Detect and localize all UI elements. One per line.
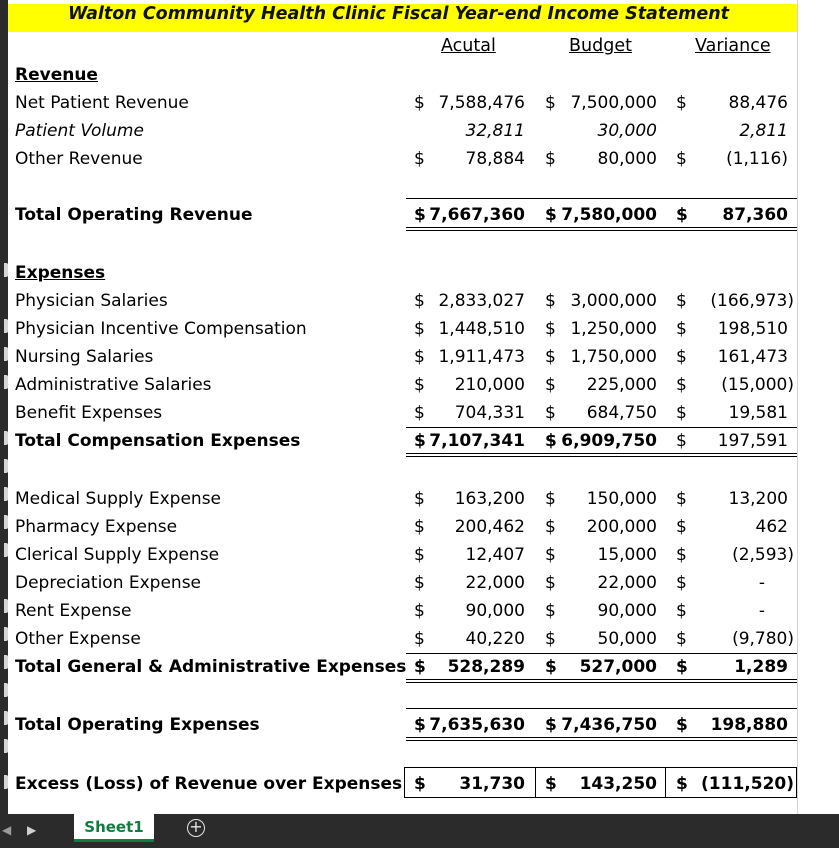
variance-value: (15,000)	[721, 375, 794, 395]
dollar-sign: $	[676, 774, 688, 794]
table-row-total[interactable]	[0, 202, 797, 230]
dollar-sign: $	[676, 93, 687, 113]
table-row-total[interactable]	[0, 428, 797, 456]
table-row[interactable]	[0, 118, 797, 146]
row-label: Pharmacy Expense	[15, 517, 178, 537]
dollar-sign: $	[545, 774, 557, 794]
budget-value: 225,000	[586, 375, 657, 395]
row-label: Patient Volume	[15, 121, 144, 141]
dollar-sign: $	[414, 149, 425, 169]
variance-value: 197,591	[717, 431, 788, 451]
variance-value: -	[758, 601, 765, 621]
row-label: Net Patient Revenue	[15, 93, 189, 113]
dollar-sign: $	[545, 205, 557, 225]
actual-value: 528,289	[447, 657, 525, 677]
budget-value: 143,250	[579, 774, 657, 794]
dollar-sign: $	[414, 375, 425, 395]
dollar-sign: $	[414, 545, 425, 565]
actual-value: 7,635,630	[429, 715, 525, 735]
actual-value: 1,911,473	[438, 347, 525, 367]
dollar-sign: $	[414, 489, 425, 509]
budget-value: 150,000	[586, 489, 657, 509]
budget-value: 1,750,000	[570, 347, 657, 367]
actual-value: 7,588,476	[438, 93, 525, 113]
dollar-sign: $	[676, 489, 687, 509]
table-row[interactable]	[0, 542, 797, 570]
dollar-sign: $	[676, 403, 687, 423]
dollar-sign: $	[545, 291, 556, 311]
double-underline	[406, 456, 797, 457]
dollar-sign: $	[676, 149, 687, 169]
table-row[interactable]	[0, 90, 797, 118]
dollar-sign: $	[414, 715, 426, 735]
scroll-tabs-right-icon[interactable]: ▶	[27, 823, 37, 837]
dollar-sign: $	[676, 657, 688, 677]
budget-value: 200,000	[586, 517, 657, 537]
dollar-sign: $	[414, 431, 426, 451]
table-row[interactable]	[0, 372, 797, 400]
actual-value: 40,220	[465, 629, 525, 649]
table-row[interactable]	[0, 626, 797, 654]
dollar-sign: $	[414, 403, 425, 423]
variance-value: 198,510	[717, 319, 788, 339]
budget-value: 1,250,000	[570, 319, 657, 339]
dollar-sign: $	[545, 431, 557, 451]
dollar-sign: $	[414, 93, 425, 113]
expenses-section-label: Expenses	[15, 263, 106, 283]
dollar-sign: $	[545, 573, 556, 593]
dollar-sign: $	[676, 291, 687, 311]
actual-value: 78,884	[465, 149, 525, 169]
table-row[interactable]	[0, 598, 797, 626]
variance-value: (2,593)	[732, 545, 794, 565]
table-row[interactable]	[0, 316, 797, 344]
row-label: Total Compensation Expenses	[15, 431, 301, 451]
variance-value: 87,360	[722, 205, 788, 225]
variance-value: 88,476	[728, 93, 788, 113]
table-row[interactable]	[0, 400, 797, 428]
variance-value: 1,289	[734, 657, 788, 677]
row-header[interactable]	[0, 452, 8, 480]
budget-value: 7,436,750	[561, 715, 657, 735]
dollar-sign: $	[545, 149, 556, 169]
actual-value: 7,107,341	[429, 431, 525, 451]
row-label: Other Expense	[15, 629, 141, 649]
row-label: Rent Expense	[15, 601, 132, 621]
table-row-total[interactable]	[0, 654, 797, 682]
variance-value: (1,116)	[726, 149, 788, 169]
variance-value: 13,200	[728, 489, 788, 509]
actual-value: 90,000	[465, 601, 525, 621]
dollar-sign: $	[545, 489, 556, 509]
table-row-total[interactable]	[0, 712, 797, 740]
dollar-sign: $	[676, 573, 687, 593]
budget-value: 22,000	[597, 573, 657, 593]
double-underline	[406, 230, 797, 231]
budget-value: 7,580,000	[561, 205, 657, 225]
dollar-sign: $	[676, 319, 687, 339]
double-underline	[406, 682, 797, 683]
dollar-sign: $	[676, 431, 687, 451]
variance-value: (111,520)	[701, 774, 794, 794]
actual-value: 1,448,510	[438, 319, 525, 339]
dollar-sign: $	[676, 205, 688, 225]
top-border-line	[406, 708, 797, 709]
table-row[interactable]	[0, 570, 797, 598]
row-label: Physician Incentive Compensation	[15, 319, 307, 339]
dollar-sign: $	[676, 347, 687, 367]
double-underline	[406, 737, 797, 738]
row-label: Total Operating Expenses	[15, 715, 260, 735]
row-label: Excess (Loss) of Revenue over Expenses	[15, 774, 403, 794]
top-border-line	[406, 198, 797, 199]
row-label: Medical Supply Expense	[15, 489, 222, 509]
add-sheet-icon[interactable]: +	[187, 819, 205, 837]
dollar-sign: $	[676, 517, 687, 537]
row-label: Physician Salaries	[15, 291, 168, 311]
dollar-sign: $	[414, 291, 425, 311]
actual-value: 32,811	[465, 121, 525, 141]
dollar-sign: $	[414, 319, 425, 339]
dollar-sign: $	[545, 715, 557, 735]
dollar-sign: $	[545, 347, 556, 367]
variance-value: 2,811	[739, 121, 788, 141]
column-header-actual: Acutal	[441, 36, 496, 56]
budget-value: 30,000	[597, 121, 657, 141]
budget-value: 15,000	[597, 545, 657, 565]
variance-value: -	[758, 573, 765, 593]
dollar-sign: $	[545, 517, 556, 537]
dollar-sign: $	[414, 573, 425, 593]
variance-value: (166,973)	[710, 291, 794, 311]
dollar-sign: $	[545, 319, 556, 339]
expenses-section-row[interactable]	[0, 260, 797, 288]
actual-value: 12,407	[465, 545, 525, 565]
table-row[interactable]	[0, 288, 797, 316]
variance-value: 161,473	[717, 347, 788, 367]
table-row[interactable]	[0, 344, 797, 372]
table-row[interactable]	[0, 486, 797, 514]
variance-value: (9,780)	[732, 629, 794, 649]
column-header-budget: Budget	[569, 36, 632, 56]
budget-value: 50,000	[597, 629, 657, 649]
row-label: Other Revenue	[15, 149, 143, 169]
dollar-sign: $	[545, 629, 556, 649]
dollar-sign: $	[414, 205, 426, 225]
dollar-sign: $	[676, 375, 687, 395]
double-underline	[406, 453, 797, 454]
dollar-sign: $	[414, 657, 426, 677]
revenue-section-label: Revenue	[15, 65, 98, 85]
dollar-sign: $	[545, 657, 557, 677]
dollar-sign: $	[414, 774, 426, 794]
actual-value: 7,667,360	[429, 205, 525, 225]
table-row-excess[interactable]	[0, 771, 797, 799]
budget-value: 684,750	[586, 403, 657, 423]
dollar-sign: $	[545, 403, 556, 423]
double-underline	[406, 227, 797, 228]
budget-value: 80,000	[597, 149, 657, 169]
budget-value: 6,909,750	[561, 431, 657, 451]
variance-value: 462	[755, 517, 788, 537]
scroll-tabs-left-icon[interactable]: ◀	[2, 823, 12, 837]
variance-value: 19,581	[728, 403, 788, 423]
statement-title: Walton Community Health Clinic Fiscal Year-end Income Statement	[67, 4, 730, 24]
column-border	[797, 0, 798, 814]
dollar-sign: $	[676, 715, 688, 735]
dollar-sign: $	[545, 601, 556, 621]
budget-value: 527,000	[579, 657, 657, 677]
actual-value: 210,000	[454, 375, 525, 395]
actual-value: 2,833,027	[438, 291, 525, 311]
actual-value: 22,000	[465, 573, 525, 593]
dollar-sign: $	[676, 601, 687, 621]
dollar-sign: $	[545, 93, 556, 113]
row-label: Depreciation Expense	[15, 573, 202, 593]
budget-value: 7,500,000	[570, 93, 657, 113]
dollar-sign: $	[545, 375, 556, 395]
variance-value: 198,880	[710, 715, 788, 735]
column-header-variance: Variance	[695, 36, 771, 56]
revenue-section-row[interactable]	[0, 62, 797, 90]
sheet-tab-sheet1[interactable]: Sheet1	[74, 814, 154, 842]
row-label: Nursing Salaries	[15, 347, 154, 367]
double-underline	[406, 740, 797, 741]
table-row[interactable]	[0, 146, 797, 174]
dollar-sign: $	[414, 601, 425, 621]
dollar-sign: $	[545, 545, 556, 565]
row-label: Clerical Supply Expense	[15, 545, 220, 565]
dollar-sign: $	[414, 347, 425, 367]
dollar-sign: $	[676, 545, 687, 565]
budget-value: 3,000,000	[570, 291, 657, 311]
dollar-sign: $	[414, 629, 425, 649]
actual-value: 200,462	[454, 517, 525, 537]
table-row[interactable]	[0, 514, 797, 542]
actual-value: 31,730	[459, 774, 525, 794]
row-label: Total Operating Revenue	[15, 205, 253, 225]
double-underline	[406, 679, 797, 680]
sheet-tab-bar	[0, 814, 839, 848]
row-label: Benefit Expenses	[15, 403, 163, 423]
actual-value: 163,200	[454, 489, 525, 509]
row-label: Administrative Salaries	[15, 375, 212, 395]
actual-value: 704,331	[454, 403, 525, 423]
dollar-sign: $	[676, 629, 687, 649]
row-label: Total General & Administrative Expenses	[15, 657, 407, 677]
budget-value: 90,000	[597, 601, 657, 621]
dollar-sign: $	[414, 517, 425, 537]
